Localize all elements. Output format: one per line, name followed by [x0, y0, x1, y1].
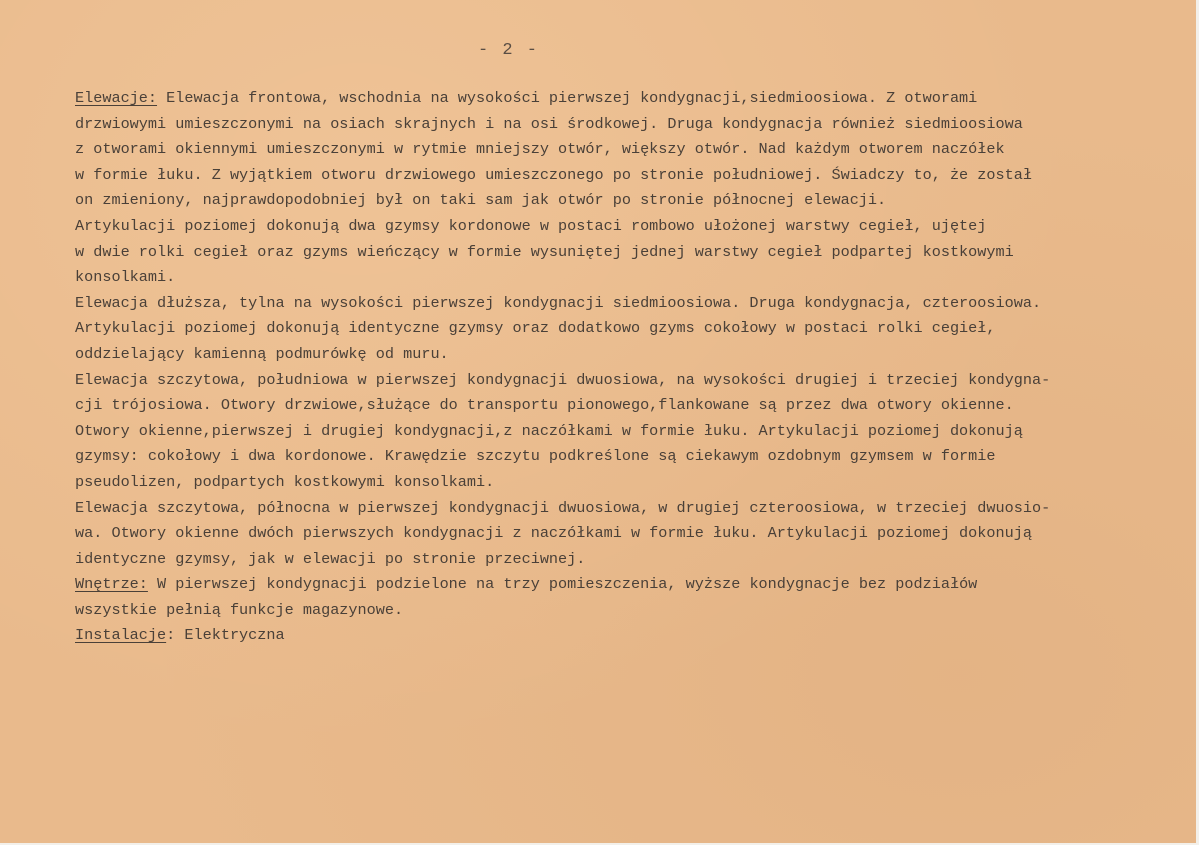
document-body	[75, 86, 1190, 649]
text-line: Elewacja frontowa, wschodnia na wysokości pierwszej kondygnacji,siedmioosiowa. Z otworami	[157, 89, 978, 107]
text-line: Elewacja dłuższa, tylna na wysokości pierwszej kondygnacji siedmioosiowa. Druga kondygnacja, czteroosiowa.	[75, 293, 1042, 312]
text-line: z otworami okiennymi umieszczonymi w rytmie mniejszy otwór, większy otwór. Nad każdym otworem naczółek	[75, 140, 1005, 159]
elewacje-heading: Elewacje:	[75, 89, 158, 107]
text-line: drzwiowymi umieszczonymi na osiach skrajnych i na osi środkowej. Druga kondygnacja również siedmioosiowa	[75, 114, 1023, 133]
page-number: - 2 -	[478, 41, 540, 60]
wnetrze-line-1	[75, 572, 1190, 598]
wnetrze-heading: Wnętrze:	[75, 575, 148, 594]
text-line: W pierwszej kondygnacji podzielone na trzy pomieszczenia, wyższe kondygnacje bez podziałów	[147, 575, 978, 594]
text-line: konsolkami.	[75, 268, 176, 287]
text-line: identyczne gzymsy, jak w elewacji po stronie przeciwnej.	[75, 549, 586, 568]
text-line: on zmieniony, najprawdopodobniej był on taki sam jak otwór po stronie północnej elewacji.	[75, 191, 887, 210]
text-line: wa. Otwory okienne dwóch pierwszych kondygnacji z naczółkami w formie łuku. Artykulacji poziomej dokonują	[75, 524, 1032, 543]
text-line: Elewacja szczytowa, północna w pierwszej kondygnacji dwuosiowa, w drugiej czteroosiowa, w trzeciej dwuosio-	[75, 498, 1051, 517]
text-line: w formie łuku. Z wyjątkiem otworu drzwiowego umieszczonego po stronie południowej. Świadczy to, że został	[75, 165, 1032, 184]
instalacje-value: : Elektryczna	[166, 626, 285, 645]
text-line: w dwie rolki cegieł oraz gzyms wieńczący w formie wysuniętej jednej warstwy cegieł podpartej kostkowymi	[75, 242, 1014, 261]
text-line: Artykulacji poziomej dokonują identyczne gzymsy oraz dodatkowo gzyms cokołowy w postaci rolki cegieł,	[75, 319, 996, 338]
text-line: cji trójosiowa. Otwory drzwiowe,służące do transportu pionowego,flankowane są przez dwa otwory okienne.	[75, 396, 1014, 415]
text-line: pseudolizen, podpartych kostkowymi konsolkami.	[75, 472, 495, 491]
instalacje-line	[75, 623, 1190, 649]
text-line: Artykulacji poziomej dokonują dwa gzymsy kordonowe w postaci rombowo ułożonej warstwy cegieł, ujętej	[75, 216, 987, 235]
text-line: Otwory okienne,pierwszej i drugiej kondygnacji,z naczółkami w formie łuku. Artykulacji poziomej dokonują	[75, 421, 1023, 440]
text-line: gzymsy: cokołowy i dwa kordonowe. Krawędzie szczytu podkreślone są ciekawym ozdobnym gzymsem w formie	[75, 447, 996, 466]
text-line: Elewacja szczytowa, południowa w pierwszej kondygnacji dwuosiowa, na wysokości drugiej i trzeciej kondygna-	[75, 370, 1051, 389]
text-line: wszystkie pełnią funkcje magazynowe.	[75, 600, 404, 619]
text-line: oddzielający kamienną podmurówkę od muru.	[75, 344, 449, 363]
elewacje-line-1	[75, 86, 1190, 112]
instalacje-heading: Instalacje	[75, 626, 167, 645]
